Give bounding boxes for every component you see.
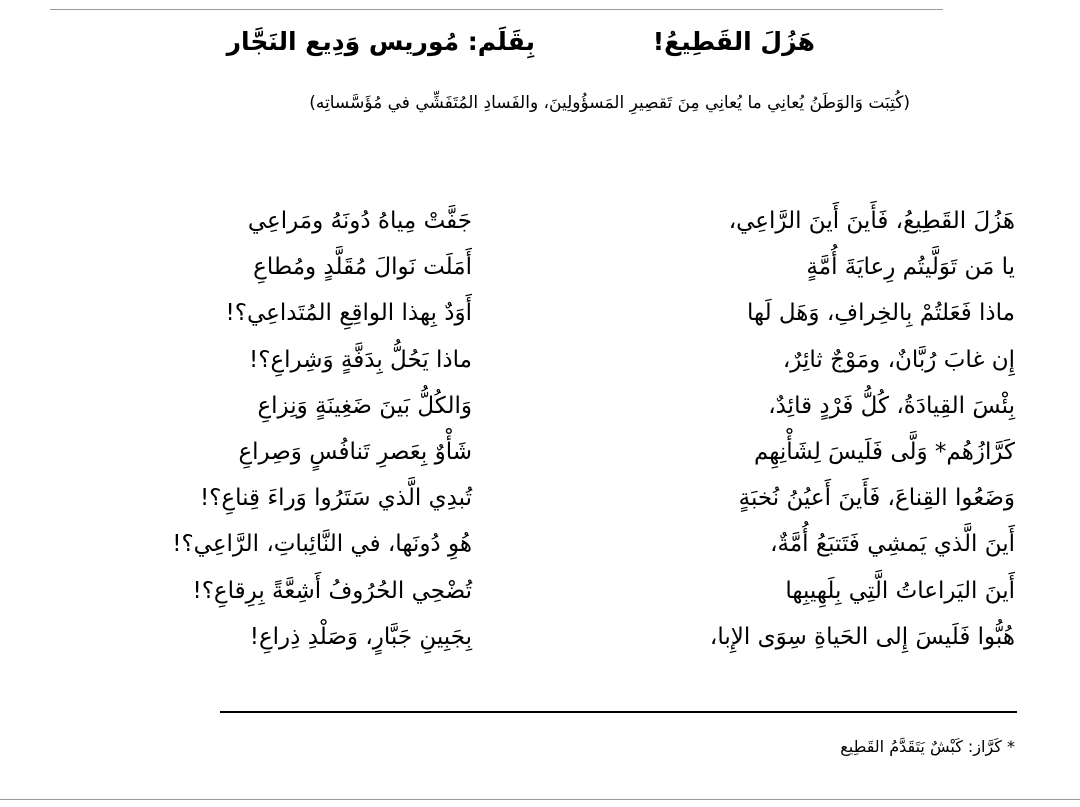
poem-title: هَزُلَ القَطِيعُ! xyxy=(652,27,815,56)
verse-first-hemistich: يا مَن تَوَلَّيتُم رِعايَةَ أُمَّةٍ xyxy=(806,254,1015,281)
verse-second-hemistich: وَالكُلُّ بَينَ ضَغِينَةٍ وَنِزاعِ xyxy=(257,392,472,419)
poem-author: بِقَلَم: مُوريس وَدِيع النَجَّار xyxy=(226,27,535,56)
verse-second-hemistich: شَأْوٌ بِعَصرِ تَنافُسٍ وَصِراعِ xyxy=(238,438,472,465)
verse-second-hemistich: تُبدِي الَّذي سَتَرُوا وَراءَ قِناعِ؟! xyxy=(199,485,472,512)
top-rule xyxy=(50,9,943,10)
verse-first-hemistich: هَزُلَ القَطِيعُ، فَأَينَ أَينَ الرَّاعِي، xyxy=(728,208,1015,234)
verse-second-hemistich: هُوِ دُونَها، في النَّائِباتِ، الرَّاعِي؟! xyxy=(172,531,472,558)
verse-2 xyxy=(0,244,1080,290)
verse-first-hemistich: بِئْسَ القِيادَةُ، كُلُّ فَرْدٍ قائِدٌ، xyxy=(768,392,1015,419)
verse-9 xyxy=(0,568,1080,614)
footnote: * كَرَّاز: كَبْشٌ يَتَقَدَّمُ القَطِيع xyxy=(840,737,1015,756)
verse-5 xyxy=(0,383,1080,429)
verse-8 xyxy=(0,521,1080,567)
verse-first-hemistich: هُبُّوا فَلَيسَ إِلى الحَياةِ سِوَى الإِبا، xyxy=(709,623,1015,650)
poem-subtitle: (كُتِبَت وَالوَطَنُ يُعانِي ما يُعانِي مِنَ تَقصِيرِ المَسؤُولِينَ، والفَسادِ المُتَفَشِّي في مُؤَسَّساتِه) xyxy=(309,93,910,113)
verse-first-hemistich: أَينَ اليَراعاتُ الَّتِي بِلَهِيبِها xyxy=(785,577,1015,604)
poem-body xyxy=(0,198,1080,688)
verse-second-hemistich: ماذا يَحُلُّ بِدَفَّةٍ وَشِراعِ؟! xyxy=(249,346,472,373)
verse-second-hemistich: أَمَلَت نَوالَ مُقَلَّدٍ ومُطاعِ xyxy=(253,254,472,281)
bottom-rule xyxy=(0,799,1080,800)
verse-10 xyxy=(0,614,1080,660)
verse-4 xyxy=(0,337,1080,383)
verse-3 xyxy=(0,290,1080,336)
verse-second-hemistich: بِجَبِينِ جَبَّارٍ، وَصَلْدِ ذِراعِ! xyxy=(249,623,472,650)
verse-second-hemistich: أَوَدٌ بِهذا الواقِعِ المُتَداعِي؟! xyxy=(225,300,472,327)
verse-first-hemistich: ماذا فَعَلتُمْ بِالخِرافِ، وَهَل لَها xyxy=(746,300,1015,327)
verse-7 xyxy=(0,475,1080,521)
footnote-divider xyxy=(220,711,1017,713)
verse-second-hemistich: تُضْحِي الحُرُوفُ أَشِعَّةً بِرِقاعِ؟! xyxy=(192,577,472,604)
verse-first-hemistich: كَرَّازُهُم* وَلَّى فَلَيسَ لِشَأْنِهِم xyxy=(753,438,1015,465)
verse-1 xyxy=(0,198,1080,244)
verse-6 xyxy=(0,429,1080,475)
verse-first-hemistich: وَضَعُوا القِناعَ، فَأَينَ أَعيُنُ نُخبَةٍ xyxy=(738,485,1015,512)
verse-first-hemistich: أَينَ الَّذي يَمشِي فَتَتبَعُ أُمَّةٌ، xyxy=(770,531,1015,558)
verse-first-hemistich: إِن غابَ رُبَّانٌ، ومَوْجٌ ثائِرٌ، xyxy=(782,346,1015,373)
verse-second-hemistich: جَفَّتْ مِياهُ دُونَهُ ومَراعِي xyxy=(247,208,472,234)
